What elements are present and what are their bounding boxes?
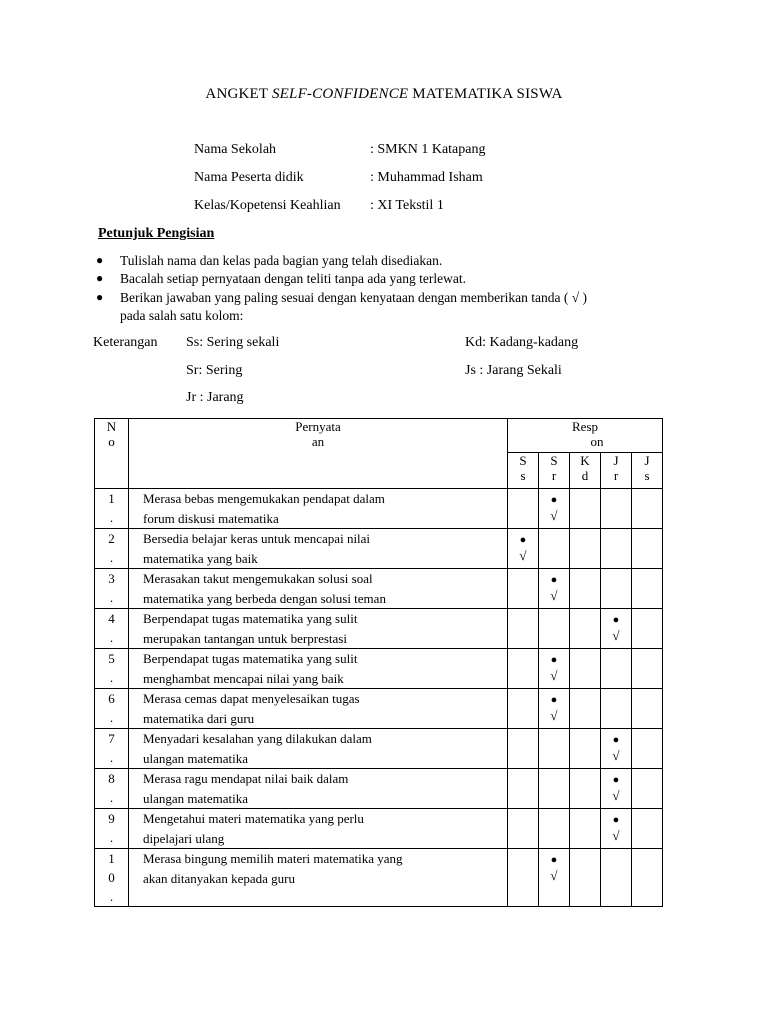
statement-text: Merasa cemas dapat menyelesaikan tugas <box>143 691 360 706</box>
row-number-text: 1 <box>108 851 115 866</box>
legend-ss: Ss: Sering sekali <box>186 335 280 350</box>
statement-text: matematika yang berbeda dengan solusi teman <box>143 590 386 606</box>
no-header <box>95 419 129 489</box>
response-cell[interactable] <box>601 609 632 649</box>
response-cell[interactable] <box>539 649 570 689</box>
header-text: N <box>106 419 117 434</box>
response-cell[interactable] <box>632 609 663 649</box>
statement-cell <box>129 569 508 609</box>
row-number <box>95 849 129 907</box>
response-cell[interactable] <box>570 489 601 529</box>
response-cell[interactable] <box>570 649 601 689</box>
statement-text: matematika dari guru <box>143 710 255 726</box>
statement-text: menghambat mencapai nilai yang baik <box>143 670 344 686</box>
response-header <box>508 419 663 453</box>
bullet-mark-icon: ● <box>612 774 620 786</box>
row-number <box>95 569 129 609</box>
response-cell[interactable] <box>539 489 570 529</box>
checkmark-icon: √ <box>612 748 620 763</box>
response-cell[interactable] <box>539 849 570 907</box>
col-header-text: d <box>581 468 589 483</box>
response-cell[interactable] <box>601 489 632 529</box>
response-cell[interactable] <box>539 689 570 729</box>
bullet-icon: ● <box>96 253 104 267</box>
col-header-text: s <box>520 468 526 483</box>
title-suffix: MATEMATIKA SISWA <box>408 86 563 102</box>
row-number-text: 6 <box>108 691 115 706</box>
response-col-header <box>570 453 601 489</box>
title-italic: SELF-CONFIDENCE <box>271 86 409 102</box>
instruction-text: Berikan jawaban yang paling sesuai dengan kenyataan dengan memberikan tanda ( √ ) <box>120 290 587 305</box>
header-text: Resp <box>572 419 598 434</box>
checkmark-icon: √ <box>550 508 558 523</box>
response-col-header <box>508 453 539 489</box>
response-cell[interactable] <box>539 729 570 769</box>
bullet-mark-icon: ● <box>550 694 558 706</box>
bullet-mark-icon: ● <box>550 854 558 866</box>
statement-text: Berpendapat tugas matematika yang sulit <box>143 611 358 626</box>
row-number-text: 3 <box>108 571 115 586</box>
table-row <box>95 809 663 849</box>
row-number-text: . <box>109 710 114 725</box>
response-cell[interactable] <box>539 609 570 649</box>
legend-jr: Jr : Jarang <box>186 390 244 405</box>
instructions-heading: Petunjuk Pengisian <box>98 226 215 241</box>
response-cell[interactable] <box>570 569 601 609</box>
response-cell[interactable] <box>570 809 601 849</box>
row-number-text: . <box>109 830 114 845</box>
info-label: Kelas/Kopetensi Keahlian <box>194 198 341 213</box>
response-cell[interactable] <box>601 529 632 569</box>
row-number-text: 0 <box>108 870 115 885</box>
col-header-text: J <box>644 453 650 468</box>
statement-text: Merasa bebas mengemukakan pendapat dalam <box>143 491 385 506</box>
response-cell[interactable] <box>508 849 539 907</box>
info-label: Nama Peserta didik <box>194 170 304 185</box>
checkmark-icon: √ <box>612 628 620 643</box>
row-number <box>95 529 129 569</box>
instruction-text: pada salah satu kolom: <box>120 308 244 323</box>
response-col-header <box>539 453 570 489</box>
table-row <box>95 609 663 649</box>
response-cell[interactable] <box>632 849 663 907</box>
row-number-text: 7 <box>108 731 115 746</box>
table-row <box>95 529 663 569</box>
statement-cell <box>129 689 508 729</box>
statement-cell <box>129 729 508 769</box>
response-cell[interactable] <box>508 769 539 809</box>
bullet-mark-icon: ● <box>550 654 558 666</box>
row-number <box>95 689 129 729</box>
table-row <box>95 649 663 689</box>
row-number-text: . <box>109 670 114 685</box>
bullet-mark-icon: ● <box>519 534 527 546</box>
response-cell[interactable] <box>539 769 570 809</box>
statement-text: Merasakan takut mengemukakan solusi soal <box>143 571 373 586</box>
statement-text: Merasa bingung memilih materi matematika yang <box>143 851 403 866</box>
response-cell[interactable] <box>632 529 663 569</box>
row-number-text: . <box>109 750 114 765</box>
row-number-text: 5 <box>108 651 115 666</box>
table-row <box>95 769 663 809</box>
checkmark-icon: √ <box>550 588 558 603</box>
response-table-body <box>95 419 663 907</box>
table-row <box>95 849 663 907</box>
bullet-mark-icon: ● <box>550 494 558 506</box>
row-number-text: 8 <box>108 771 115 786</box>
statement-text: Bersedia belajar keras untuk mencapai nilai <box>143 531 371 546</box>
checkmark-icon: √ <box>612 788 620 803</box>
response-cell[interactable] <box>539 809 570 849</box>
response-cell[interactable] <box>508 529 539 569</box>
page-title <box>0 86 768 103</box>
col-header-text: r <box>551 468 557 483</box>
response-cell[interactable] <box>508 609 539 649</box>
statement-text: ulangan matematika <box>143 750 249 766</box>
row-number-text: 4 <box>108 611 115 626</box>
response-cell[interactable] <box>570 849 601 907</box>
statement-cell <box>129 649 508 689</box>
table-row <box>95 489 663 529</box>
row-number <box>95 769 129 809</box>
row-number-text: . <box>109 550 114 565</box>
row-number-text: 1 <box>108 491 115 506</box>
response-cell[interactable] <box>601 809 632 849</box>
instruction-text: Bacalah setiap pernyataan dengan teliti tanpa ada yang terlewat. <box>120 271 466 286</box>
statement-cell <box>129 849 508 907</box>
statement-text: forum diskusi matematika <box>143 510 279 526</box>
statement-text: Mengetahui materi matematika yang perlu <box>143 811 364 826</box>
row-number-text: . <box>109 510 114 525</box>
response-col-header <box>601 453 632 489</box>
info-value: : XI Tekstil 1 <box>370 198 444 213</box>
row-number-text: 2 <box>108 531 115 546</box>
col-header-text: S <box>519 453 527 468</box>
row-number <box>95 809 129 849</box>
response-cell[interactable] <box>601 849 632 907</box>
statement-header <box>129 419 508 489</box>
response-cell[interactable] <box>570 609 601 649</box>
header-row-1 <box>95 419 663 453</box>
header-text: an <box>311 434 325 449</box>
statement-cell <box>129 489 508 529</box>
response-cell[interactable] <box>539 529 570 569</box>
response-cell[interactable] <box>632 649 663 689</box>
statement-text: Merasa ragu mendapat nilai baik dalam <box>143 771 349 786</box>
response-cell[interactable] <box>570 529 601 569</box>
bullet-mark-icon: ● <box>612 814 620 826</box>
response-cell[interactable] <box>508 689 539 729</box>
legend-kd: Kd: Kadang-kadang <box>465 335 579 350</box>
statement-cell <box>129 769 508 809</box>
statement-text: matematika yang baik <box>143 550 258 566</box>
response-cell[interactable] <box>539 569 570 609</box>
checkmark-icon: √ <box>550 868 558 883</box>
header-text: o <box>108 434 115 449</box>
response-cell[interactable] <box>570 769 601 809</box>
header-text: on <box>590 434 604 449</box>
response-cell[interactable] <box>601 569 632 609</box>
title-prefix: ANGKET <box>205 86 272 102</box>
bullet-mark-icon: ● <box>550 574 558 586</box>
statement-cell <box>129 609 508 649</box>
checkmark-icon: √ <box>612 828 620 843</box>
info-label: Nama Sekolah <box>194 142 277 157</box>
response-col-header <box>632 453 663 489</box>
statement-text: ulangan matematika <box>143 790 249 806</box>
statement-text: Berpendapat tugas matematika yang sulit <box>143 651 358 666</box>
table-row <box>95 569 663 609</box>
response-cell[interactable] <box>601 649 632 689</box>
response-cell[interactable] <box>632 489 663 529</box>
info-value: : Muhammad Isham <box>370 170 483 185</box>
response-cell[interactable] <box>632 689 663 729</box>
header-text: Pernyata <box>295 419 341 434</box>
row-number-text: . <box>109 889 114 904</box>
response-cell[interactable] <box>632 569 663 609</box>
statement-text: dipelajari ulang <box>143 830 225 846</box>
statement-text: Menyadari kesalahan yang dilakukan dalam <box>143 731 372 746</box>
response-cell[interactable] <box>508 569 539 609</box>
checkmark-icon: √ <box>519 548 527 563</box>
response-cell[interactable] <box>601 769 632 809</box>
col-header-text: S <box>550 453 558 468</box>
table-row <box>95 729 663 769</box>
response-cell[interactable] <box>508 489 539 529</box>
statement-cell <box>129 809 508 849</box>
table-row <box>95 689 663 729</box>
legend-js: Js : Jarang Sekali <box>465 363 562 378</box>
statement-text: akan ditanyakan kepada guru <box>143 870 295 886</box>
checkmark-icon: √ <box>550 708 558 723</box>
response-cell[interactable] <box>601 729 632 769</box>
response-cell[interactable] <box>632 769 663 809</box>
row-number-text: . <box>109 630 114 645</box>
response-table <box>94 418 663 907</box>
response-cell[interactable] <box>508 729 539 769</box>
statement-cell <box>129 529 508 569</box>
row-number <box>95 489 129 529</box>
bullet-mark-icon: ● <box>612 614 620 626</box>
col-header-text: s <box>644 468 650 483</box>
col-header-text: J <box>613 453 619 468</box>
row-number-text: 9 <box>108 811 115 826</box>
col-header-text: r <box>613 468 619 483</box>
response-cell[interactable] <box>601 689 632 729</box>
row-number <box>95 649 129 689</box>
response-cell[interactable] <box>570 689 601 729</box>
row-number <box>95 729 129 769</box>
row-number <box>95 609 129 649</box>
statement-text: merupakan tantangan untuk berprestasi <box>143 630 347 646</box>
bullet-icon: ● <box>96 271 104 285</box>
bullet-icon: ● <box>96 290 104 304</box>
legend-label: Keterangan <box>93 335 158 350</box>
response-cell[interactable] <box>632 809 663 849</box>
col-header-text: K <box>580 453 590 468</box>
row-number-text: . <box>109 590 114 605</box>
response-cell[interactable] <box>632 729 663 769</box>
checkmark-icon: √ <box>550 668 558 683</box>
response-cell[interactable] <box>508 809 539 849</box>
instruction-text: Tulislah nama dan kelas pada bagian yang telah disediakan. <box>120 253 443 268</box>
row-number-text: . <box>109 790 114 805</box>
info-value: : SMKN 1 Katapang <box>370 142 486 157</box>
response-cell[interactable] <box>508 649 539 689</box>
response-cell[interactable] <box>570 729 601 769</box>
bullet-mark-icon: ● <box>612 734 620 746</box>
legend-sr: Sr: Sering <box>186 363 243 378</box>
